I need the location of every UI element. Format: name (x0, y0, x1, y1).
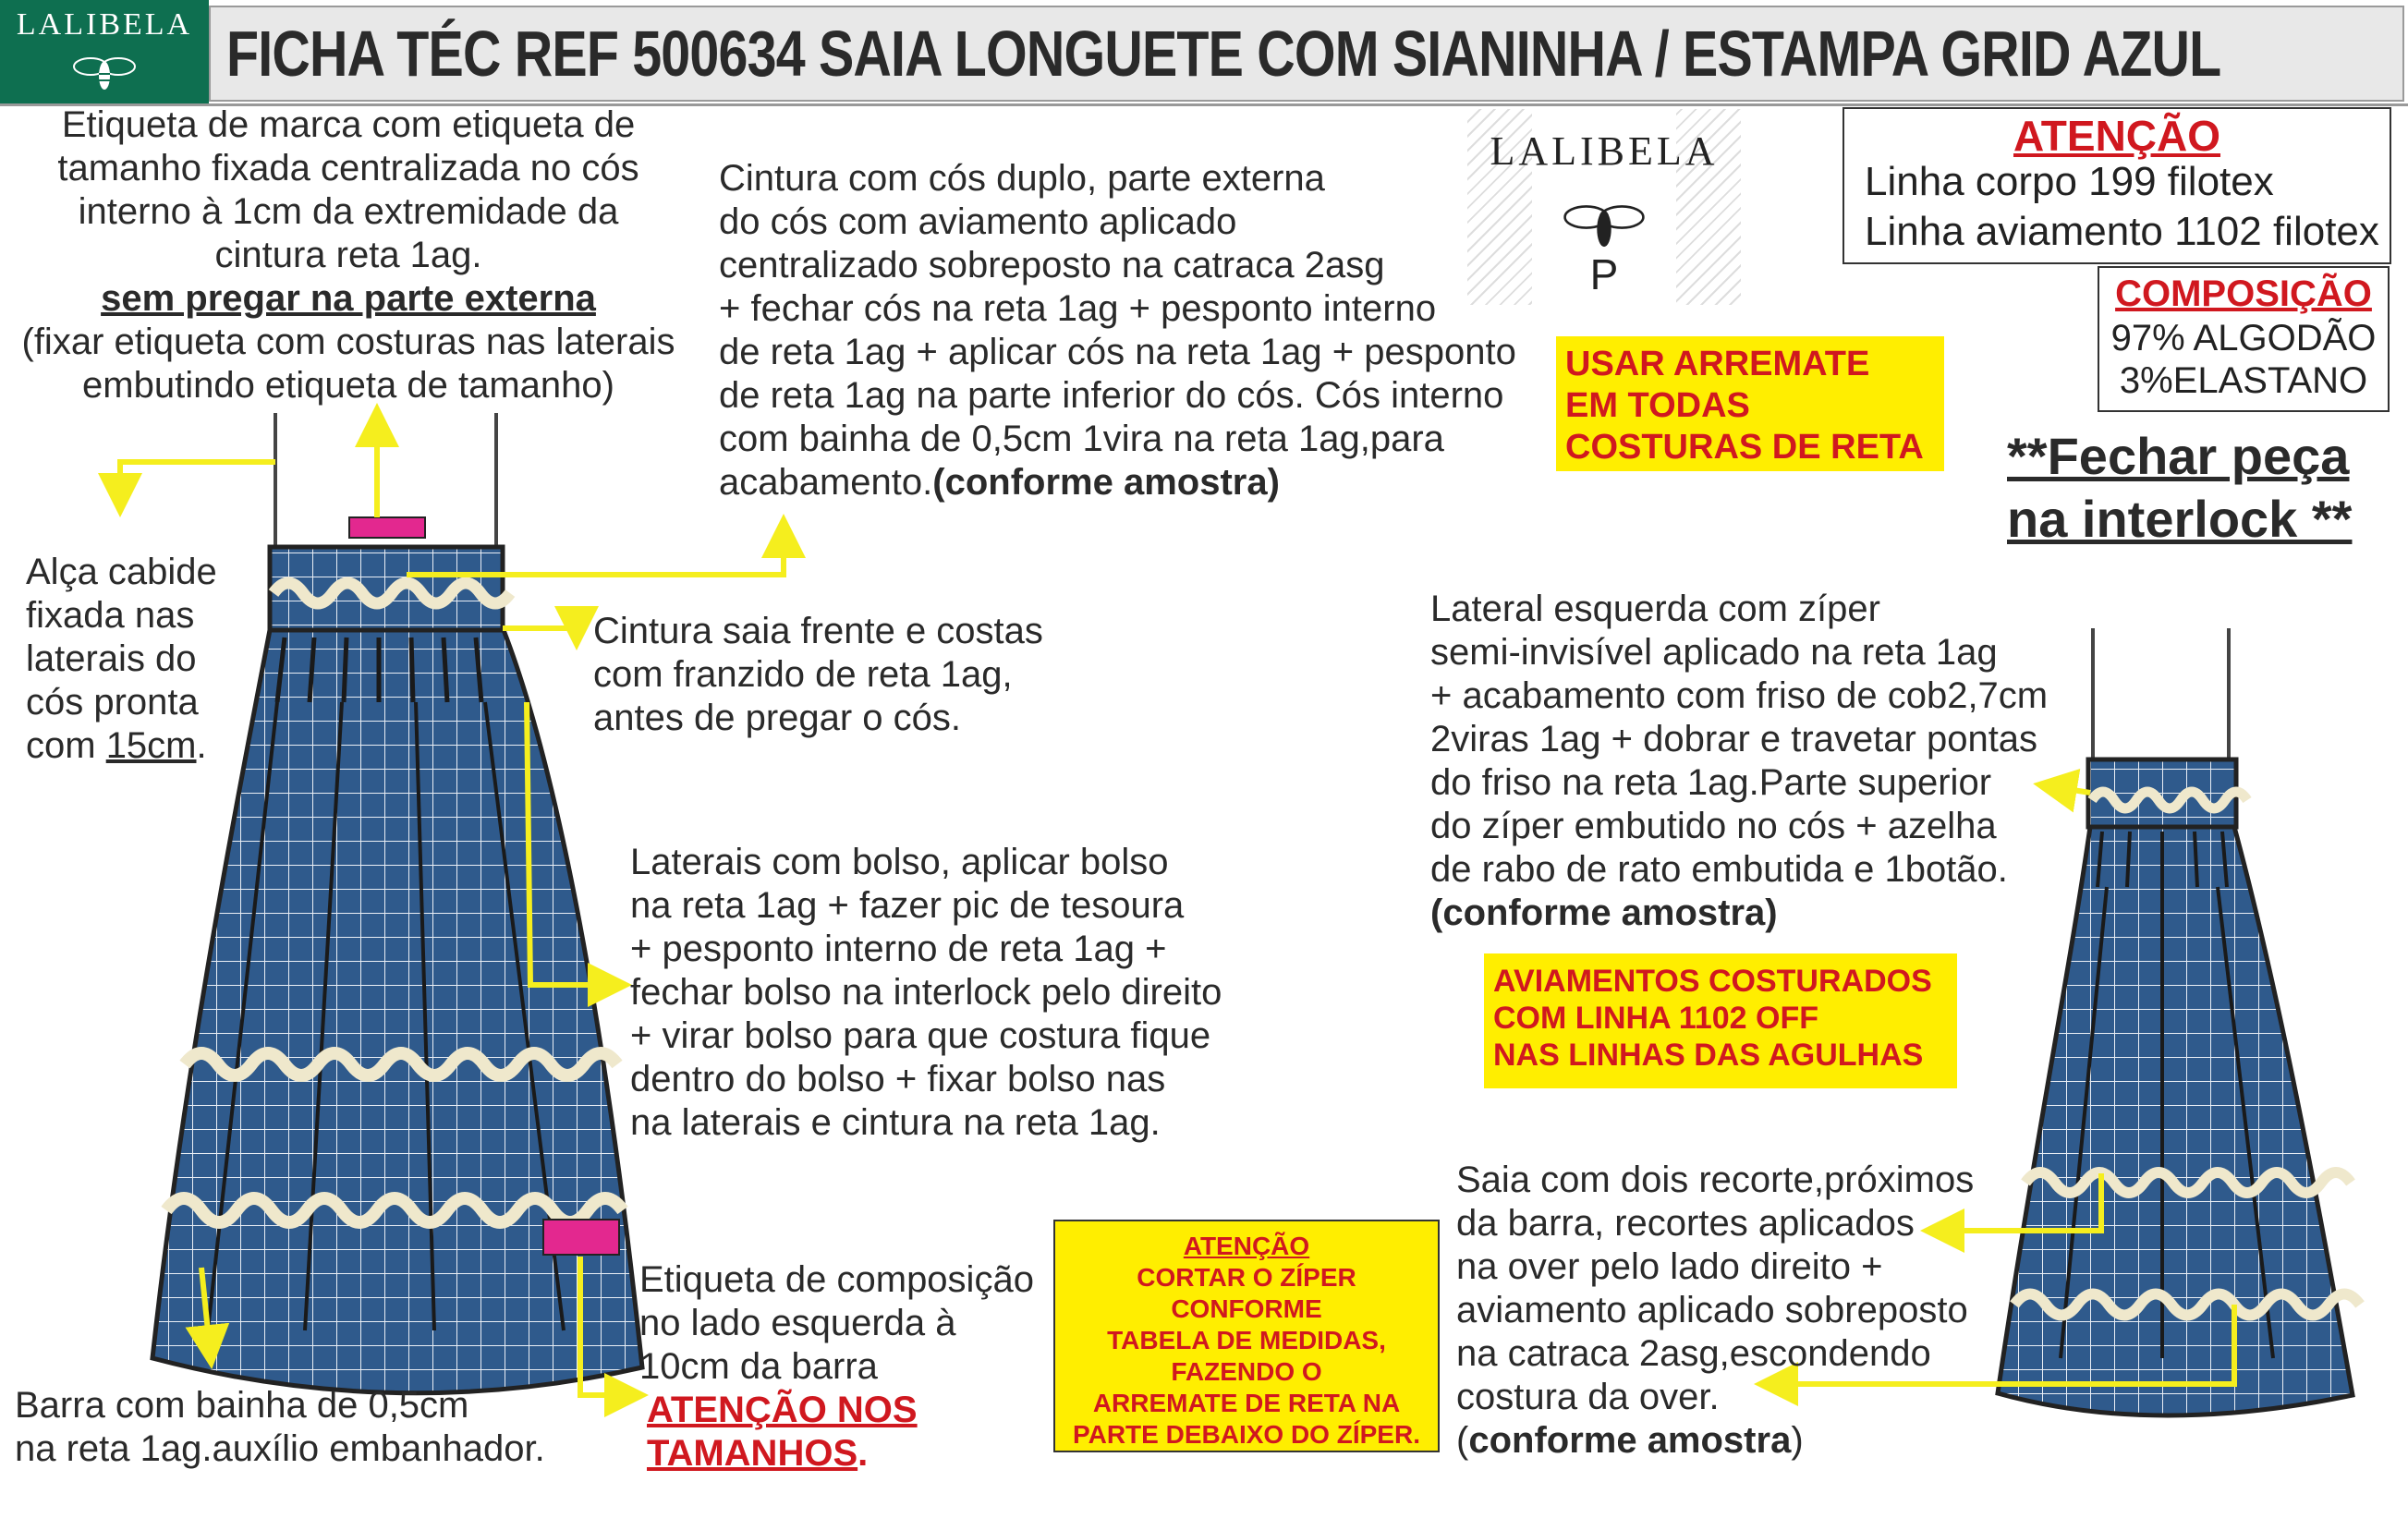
skirt-body (1998, 827, 2353, 1415)
pockets-note: Laterais com bolso, aplicar bolso na reta 1ag + fazer pic de tesoura + pesponto interno de reta 1ag + fechar bolso na interlock pelo direito + virar bolso para que costura fique dentro do bolso + fixar bolso nas na laterais e cintura na reta 1ag. (630, 842, 1222, 1143)
zipper-suffix: (conforme amostra) (1430, 893, 1778, 933)
strap-end: . (196, 725, 207, 766)
brand-label-note (2, 103, 695, 407)
composition-line-1: 97% ALGODÃO (2110, 318, 2377, 358)
strap-measure: 15cm (105, 725, 197, 766)
brand-label-text: Etiqueta de marca com etiqueta de tamanho fixada centralizada no cós interno à 1cm da extremidade da cintura reta 1ag. (57, 104, 639, 275)
brand-label-tag (349, 517, 425, 538)
hem-note: Barra com bainha de 0,5cm na reta 1ag.auxílio embanhador. (15, 1385, 545, 1469)
composition-attention-end: . (857, 1433, 869, 1474)
zipper-note (1430, 588, 2048, 935)
attention-box (1842, 107, 2391, 264)
trims-warning-box: AVIAMENTOS COSTURADOS COM LINHA 1102 OFF NAS LINHAS DAS AGULHAS (1484, 953, 1957, 1088)
label-brand-text: LALIBELA (1490, 128, 1719, 174)
composition-label-note (639, 1258, 1034, 1475)
page-title: FICHA TÉC REF 500634 SAIA LONGUETE COM SIANINHA / ESTAMPA GRID AZUL (226, 18, 2221, 90)
composition-box (2098, 266, 2390, 412)
composition-label-tag (543, 1220, 619, 1255)
cuts-note (1456, 1159, 1974, 1463)
zipper-warning-body: CORTAR O ZÍPER CONFORME TABELA DE MEDIDAS, FAZENDO O ARREMATE DE RETA NA PARTE DEBAIXO DO ZÍPER. (1073, 1263, 1420, 1449)
cuts-text: Saia com dois recorte,próximos da barra, recortes aplicados na over pelo lado direito + aviamento aplicado sobreposto na catraca 2asg,escondendo costura da over. ( (1456, 1160, 1975, 1461)
composition-attention: ATENÇÃO NOS TAMANHOS (647, 1390, 918, 1474)
strap-note (26, 551, 217, 768)
finish-warning-box: USAR ARREMATE EM TODAS COSTURAS DE RETA (1556, 336, 1944, 471)
brand-name: LALIBELA (16, 7, 193, 42)
waistband-text: Cintura com cós duplo, parte externa do cós com aviamento aplicado centralizado sobreposto na catraca 2asg + fechar cós na reta 1ag + pesponto interno de reta 1ag + aplicar cós na reta 1ag + pesponto de reta 1ag na parte inferior do cós. Cós interno com bainha de 0,5cm 1vira na reta 1ag,para acabamento. (719, 158, 1516, 503)
back-skirt-drawing (1998, 628, 2360, 1415)
strap-text: Alça cabide fixada nas laterais do cós pronta com (26, 552, 217, 766)
label-size-text: P (1589, 250, 1619, 298)
zipper-warning-box (1053, 1220, 1440, 1452)
attention-line-1: Linha corpo 199 filotex (1865, 159, 2274, 204)
skirt-body (152, 630, 642, 1393)
composition-line-2: 3%ELASTANO (2119, 360, 2368, 401)
front-skirt-drawing (152, 413, 642, 1393)
composition-title: COMPOSIÇÃO (2115, 273, 2372, 314)
waist-gather-note: Cintura saia frente e costas com franzido de reta 1ag, antes de pregar o cós. (593, 611, 1043, 738)
waistband-suffix: (conforme amostra) (932, 462, 1280, 503)
cuts-bold: conforme amostra (1468, 1420, 1792, 1461)
attention-line-2: Linha aviamento 1102 filotex (1865, 209, 2379, 254)
bee-logo-icon (1563, 198, 1646, 253)
zipper-warning-title: ATENÇÃO (1183, 1232, 1310, 1260)
composition-label-text: Etiqueta de composição no lado esquerda à 10cm da barra (639, 1259, 1034, 1387)
attention-title: ATENÇÃO (2013, 112, 2221, 160)
waistband-note (719, 157, 1516, 504)
close-piece-note: **Fechar peça na interlock ** (2007, 427, 2353, 548)
cuts-end: ) (1791, 1420, 1804, 1461)
brand-label-extra: (fixar etiqueta com costuras nas laterais embutindo etiqueta de tamanho) (21, 322, 675, 406)
brand-label-emphasis: sem pregar na parte externa (101, 278, 596, 319)
zipper-text: Lateral esquerda com zíper semi-invisível aplicado na reta 1ag + acabamento com friso de cob2,7cm 2viras 1ag + dobrar e travetar pontas do friso na reta 1ag.Parte superior do zíper embutido no cós + azelha de rabo de rato embutida e 1botão. (1430, 589, 2049, 890)
